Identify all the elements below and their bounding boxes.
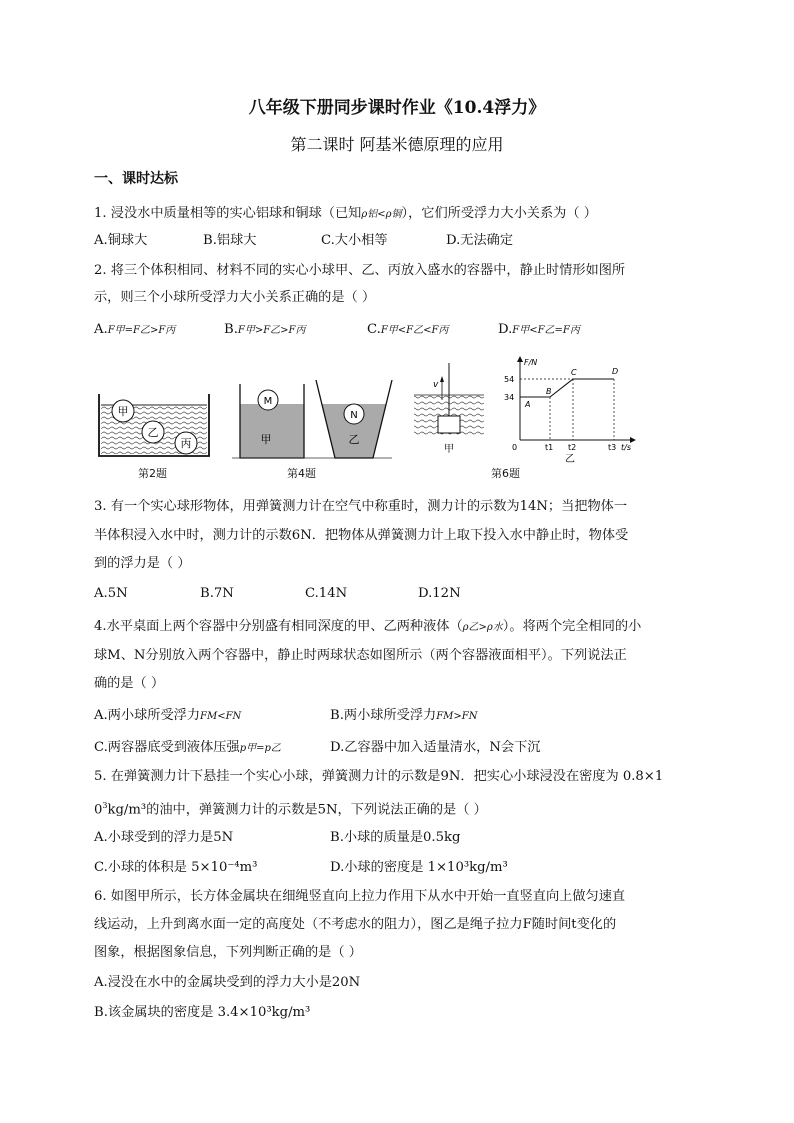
q1-text2: ），它们所受浮力大小关系为（ ） <box>401 206 597 221</box>
fig6-caption: 第6题 <box>491 467 520 480</box>
q5-line2-exponent: 3 <box>102 801 108 810</box>
q2-option-c <box>367 320 448 341</box>
point-d-label: D <box>612 367 619 376</box>
origin-label: 0 <box>512 443 518 452</box>
q2-option-d-formula: F甲<F乙=F丙 <box>512 325 580 336</box>
container-yi-label: 乙 <box>348 433 360 446</box>
q2-option-d-letter: D. <box>498 322 513 337</box>
q5-line1: 5. 在弹簧测力计下悬挂一个实心小球，弹簧测力计的示数是9N．把实心小球浸没在密度为 0.8×1 <box>94 769 664 784</box>
q4-option-c-text: C.两容器底受到液体压强 <box>94 740 240 755</box>
q6-option-a: A.浸没在水中的金属块受到的浮力大小是20N <box>94 975 361 990</box>
ball-bing-label: 丙 <box>180 437 192 450</box>
force-curve <box>520 379 614 397</box>
q4-option-b <box>330 706 477 727</box>
q3-line2: 半体积浸入水中时，测力计的示数6N．把物体从弹簧测力计上取下投入水中静止时，物体受 <box>94 528 629 543</box>
q2-option-d <box>498 320 580 341</box>
y-tick-34: 34 <box>504 393 515 402</box>
t3-label: t3 <box>608 443 617 452</box>
q1-condition: ρ铝<ρ铜 <box>361 209 402 220</box>
point-b-label: B <box>546 387 552 396</box>
q2-line1: 2. 将三个体积相同、材料不同的实心小球甲、乙、丙放入盛水的容器中，静止时情形如图所 <box>94 263 626 278</box>
ball-n-label: N <box>350 410 358 421</box>
q4-line1b: ）。将两个完全相同的小 <box>502 619 642 634</box>
velocity-arrow <box>440 376 444 382</box>
y-axis-label: F/N <box>524 358 538 367</box>
q2-option-c-formula: F甲<F乙<F丙 <box>380 325 449 336</box>
y-tick-54: 54 <box>504 375 515 384</box>
q4-line3: 确的是（ ） <box>94 676 165 691</box>
q5-line2-zero: 0 <box>94 802 103 818</box>
q3-line3: 到的浮力是（ ） <box>94 556 191 571</box>
fig6-yi-label: 乙 <box>565 454 575 464</box>
q5-option-d: D.小球的密度是 1×10³kg/m³ <box>330 860 508 875</box>
x-axis-label: t/s <box>621 443 631 452</box>
page-title: 八年级下册同步课时作业《10.4浮力》 <box>248 98 546 118</box>
q4-option-c <box>94 738 281 759</box>
point-a-label: A <box>525 400 531 409</box>
fig6-jia-label: 甲 <box>444 444 454 455</box>
q6-option-b: B.该金属块的密度是 3.4×10³kg/m³ <box>94 1005 311 1020</box>
q5-line2-text: kg/m³的油中，弹簧测力计的示数是5N，下列说法正确的是（ ） <box>107 802 487 818</box>
t1-label: t1 <box>545 443 554 452</box>
q3-option-c: C.14N <box>305 586 348 601</box>
q1-option-a: A.铜球大 <box>94 233 148 248</box>
liquid-jia <box>240 404 304 458</box>
q1-option-c: C.大小相等 <box>321 233 388 248</box>
q3-option-a: A.5N <box>94 586 128 601</box>
q4-option-a-formula: FM<FN <box>200 711 242 722</box>
q2-option-a-letter: A. <box>94 322 108 337</box>
metal-block <box>438 416 460 433</box>
q1-stem <box>94 204 597 225</box>
q6-line3: 图象，根据图象信息，下列判断正确的是（ ） <box>94 945 362 960</box>
q1-option-d: D.无法确定 <box>446 233 514 248</box>
velocity-label: v <box>433 380 439 390</box>
q4-option-b-formula: FM>FN <box>436 711 478 722</box>
q6-line1: 6. 如图甲所示，长方体金属块在细绳竖直向上拉力作用下从水中开始一直竖直向上做匀速直 <box>94 889 626 904</box>
q4-line1a: 4.水平桌面上两个容器中分别盛有相同深度的甲、乙两种液体（ <box>94 619 463 634</box>
q5-line2 <box>94 796 487 820</box>
figure-2 <box>94 380 214 462</box>
q5-option-c: C.小球的体积是 5×10⁻⁴m³ <box>94 860 258 875</box>
q1-text: 1. 浸没水中质量相等的实心铝球和铜球（已知 <box>94 206 362 221</box>
q4-line2: 球M、N分别放入两个容器中，静止时两球状态如图所示（两个容器液面相平）。下列说法正 <box>94 648 627 663</box>
q4-condition: ρ乙>ρ水 <box>462 622 503 633</box>
q5-option-b: B.小球的质量是0.5kg <box>330 830 461 845</box>
q4-option-c-formula: p甲=p乙 <box>239 743 281 754</box>
q2-option-a-formula: F甲=F乙>F丙 <box>107 325 176 336</box>
q2-option-a <box>94 320 175 341</box>
page-subtitle: 第二课时 阿基米德原理的应用 <box>290 135 504 154</box>
q3-line1: 3. 有一个实心球形物体，用弹簧测力计在空气中称重时，测力计的示数为14N；当把物体一 <box>94 499 628 514</box>
t2-label: t2 <box>568 443 577 452</box>
ball-yi-label: 乙 <box>147 426 159 439</box>
q3-option-b: B.7N <box>200 586 234 601</box>
q4-option-b-text: B.两小球所受浮力 <box>330 708 437 723</box>
point-c-label: C <box>571 368 577 377</box>
fig4-caption: 第4题 <box>287 467 316 480</box>
section-heading: 一、课时达标 <box>94 171 178 187</box>
q2-option-b <box>224 320 305 341</box>
q2-line2: 示，则三个小球所受浮力大小关系正确的是（ ） <box>94 290 376 305</box>
fig2-caption: 第2题 <box>138 467 167 480</box>
ball-jia-label: 甲 <box>117 405 129 418</box>
q2-option-b-formula: F甲>F乙>F丙 <box>237 325 306 336</box>
figure-6-jia <box>412 358 487 458</box>
q4-option-d: D.乙容器中加入适量清水，N会下沉 <box>330 740 541 755</box>
container-jia-label: 甲 <box>260 433 272 446</box>
q4-line1 <box>94 617 641 638</box>
q6-line2: 线运动，上升到离水面一定的高度处（不考虑水的阻力），图乙是绳子拉力F随时间t变化的 <box>94 917 617 932</box>
q5-option-a: A.小球受到的浮力是5N <box>94 830 234 845</box>
figure-4 <box>232 380 397 464</box>
q4-option-a <box>94 706 241 727</box>
ball-m-label: M <box>263 396 273 407</box>
q4-option-a-text: A.两小球所受浮力 <box>94 708 201 723</box>
q3-option-d: D.12N <box>418 586 461 601</box>
q2-option-c-letter: C. <box>367 322 381 337</box>
q2-option-b-letter: B. <box>224 322 238 337</box>
q1-option-b: B.铝球大 <box>203 233 257 248</box>
figure-6-yi-graph <box>500 352 640 464</box>
